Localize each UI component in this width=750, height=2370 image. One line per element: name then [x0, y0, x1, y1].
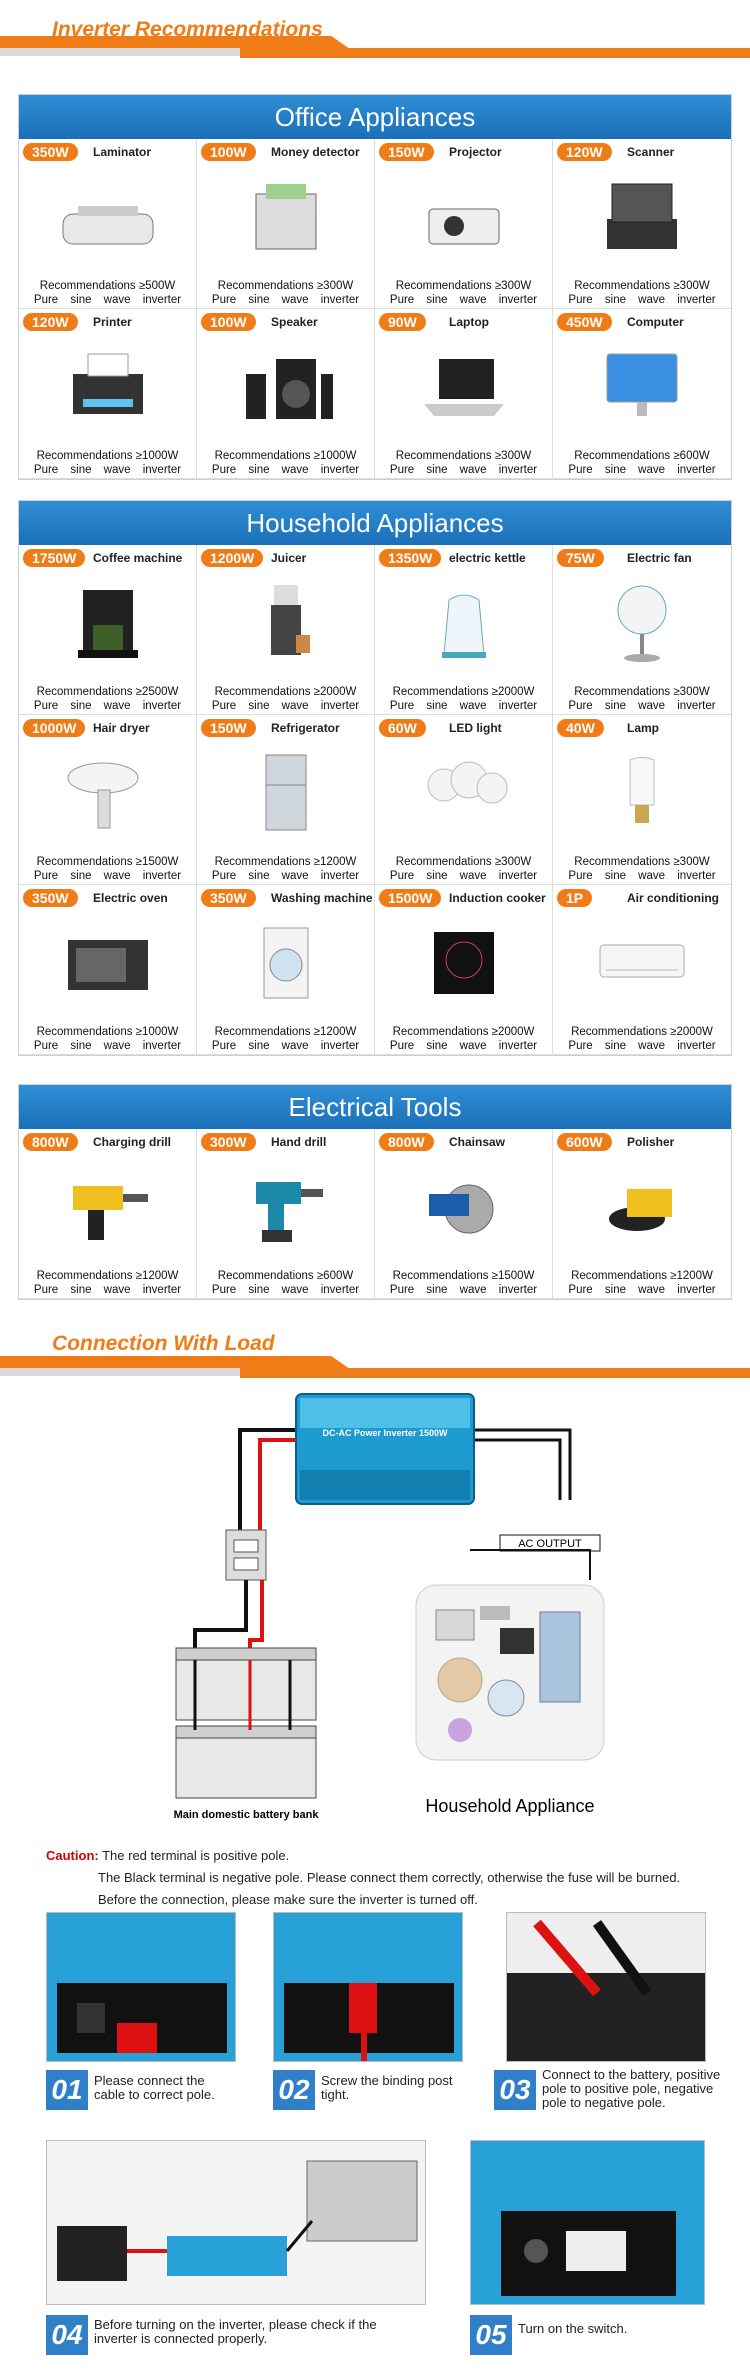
- wattage-badge: 1000W: [23, 719, 85, 737]
- connection-diagram: [0, 1380, 750, 1850]
- recommendation-text: Recommendations ≥300W: [217, 280, 354, 292]
- inverter-type-text: Pure sine wave inverter: [389, 1284, 538, 1296]
- office-card: [375, 139, 553, 309]
- projector-icon: [395, 169, 532, 261]
- recommendation-text: Recommendations ≥1200W: [571, 1270, 713, 1282]
- induction-cooker-icon: [395, 915, 532, 1007]
- wattage-badge: 350W: [201, 889, 256, 907]
- wattage-badge: 300W: [201, 1133, 256, 1151]
- recommendation-text: Recommendations ≥300W: [395, 280, 532, 292]
- wattage-badge: 350W: [23, 143, 78, 161]
- recommendation-text: Recommendations ≥1000W: [36, 450, 179, 462]
- step-1-number: 01: [46, 2070, 88, 2110]
- appliance-name: Charging drill: [93, 1135, 171, 1149]
- inverter-type-text: Pure sine wave inverter: [211, 700, 360, 712]
- appliance-name: electric kettle: [449, 551, 526, 565]
- step-5-number: 05: [470, 2315, 512, 2355]
- inverter-type-text: Pure sine wave inverter: [568, 294, 716, 306]
- office-card: [553, 309, 731, 479]
- wattage-badge: 75W: [557, 549, 604, 567]
- appliance-name: Juicer: [271, 551, 307, 565]
- step-5-text: Turn on the switch.: [518, 2321, 628, 2336]
- appliance-name: Refrigerator: [271, 721, 340, 735]
- inverter-type-text: Pure sine wave inverter: [33, 1040, 182, 1052]
- recommendation-text: Recommendations ≥1000W: [214, 450, 357, 462]
- step-5-photo: [470, 2140, 705, 2305]
- speaker-icon: [217, 339, 354, 431]
- washing-machine-icon: [217, 915, 354, 1007]
- inverter-type-text: Pure sine wave inverter: [211, 1040, 360, 1052]
- tools-card: [19, 1129, 197, 1299]
- saw-icon: [395, 1159, 532, 1251]
- appliance-name: Air conditioning: [627, 891, 719, 905]
- inverter-type-text: Pure sine wave inverter: [33, 294, 182, 306]
- office-card: [375, 309, 553, 479]
- office-card: [553, 139, 731, 309]
- inverter-label: DC-AC Power Inverter 1500W: [322, 1428, 448, 1438]
- appliance-name: Coffee machine: [93, 551, 183, 565]
- household-panel: [18, 500, 732, 1056]
- office-card: [19, 309, 197, 479]
- wattage-badge: 100W: [201, 313, 256, 331]
- recommendation-text: Recommendations ≥1000W: [36, 1026, 179, 1038]
- inverter-type-text: Pure sine wave inverter: [389, 294, 538, 306]
- appliance-name: Polisher: [627, 1135, 675, 1149]
- battery-bank-icon: [176, 1648, 316, 1798]
- appliance-name: Speaker: [271, 315, 318, 329]
- inverter-type-text: Pure sine wave inverter: [568, 870, 716, 882]
- recommend-title: Inverter Recommendations: [52, 18, 323, 41]
- household-card: [19, 885, 197, 1055]
- step-3-photo: [506, 1912, 706, 2062]
- appliance-name: Laptop: [449, 315, 489, 329]
- computer-icon: [573, 339, 711, 431]
- recommendation-text: Recommendations ≥1200W: [214, 1026, 357, 1038]
- appliance-name: Laminator: [93, 145, 152, 159]
- lamp-icon: [573, 745, 711, 837]
- printer-icon: [39, 339, 176, 431]
- office-panel: [18, 94, 732, 480]
- recommendation-text: Recommendations ≥1500W: [392, 1270, 535, 1282]
- recommendation-text: Recommendations ≥600W: [574, 450, 710, 462]
- recommendation-text: Recommendations ≥300W: [395, 856, 532, 868]
- tools-card: [553, 1129, 731, 1299]
- appliance-name: Hair dryer: [93, 721, 150, 735]
- step-2-number: 02: [273, 2070, 315, 2110]
- wattage-badge: 1500W: [379, 889, 441, 907]
- wattage-badge: 1P: [557, 889, 592, 907]
- appliance-name: Printer: [93, 315, 132, 329]
- household-label: Household Appliance: [425, 1796, 595, 1816]
- wattage-badge: 150W: [379, 143, 434, 161]
- ac-output-label: AC OUTPUT: [518, 1538, 582, 1550]
- recommendation-text: Recommendations ≥2500W: [36, 686, 179, 698]
- appliance-name: Electric oven: [93, 891, 168, 905]
- appliance-name: Induction cooker: [449, 891, 546, 905]
- wattage-badge: 90W: [379, 313, 426, 331]
- caution-block: [46, 1845, 680, 1911]
- recommendation-text: Recommendations ≥1200W: [36, 1270, 179, 1282]
- wattage-badge: 1200W: [201, 549, 263, 567]
- kettle-icon: [395, 575, 532, 667]
- appliance-name: Washing machine: [271, 891, 373, 905]
- appliance-name: LED light: [449, 721, 502, 735]
- household-card: [375, 885, 553, 1055]
- connection-title: Connection With Load: [52, 1332, 275, 1355]
- recommendation-text: Recommendations ≥300W: [574, 280, 710, 292]
- appliance-name: Lamp: [627, 721, 660, 735]
- step-2-photo: [273, 1912, 463, 2062]
- hand-drill-icon: [217, 1159, 354, 1251]
- appliance-name: Electric fan: [627, 551, 692, 565]
- drill-icon: [39, 1159, 176, 1251]
- laminator-icon: [39, 169, 176, 261]
- recommendation-text: Recommendations ≥600W: [217, 1270, 354, 1282]
- wattage-badge: 120W: [23, 313, 78, 331]
- caution-line2: The Black terminal is negative pole. Please connect them correctly, otherwise the fuse will be burned.: [98, 1870, 681, 1885]
- scanner-icon: [573, 169, 711, 261]
- wattage-badge: 60W: [379, 719, 426, 737]
- inverter-type-text: Pure sine wave inverter: [211, 1284, 360, 1296]
- step-3-number: 03: [494, 2070, 536, 2110]
- household-card: [553, 715, 731, 885]
- wattage-badge: 450W: [557, 313, 612, 331]
- inverter-type-text: Pure sine wave inverter: [389, 464, 538, 476]
- inverter-type-text: Pure sine wave inverter: [211, 464, 360, 476]
- office-card: [197, 139, 375, 309]
- step-1: [46, 1912, 236, 2112]
- household-card: [19, 715, 197, 885]
- appliance-name: Money detector: [271, 145, 360, 159]
- recommendation-text: Recommendations ≥2000W: [214, 686, 357, 698]
- coffee-machine-icon: [39, 575, 176, 667]
- money-detector-icon: [217, 169, 354, 261]
- wattage-badge: 1750W: [23, 549, 85, 567]
- household-card: [19, 545, 197, 715]
- step-5: [470, 2140, 710, 2360]
- recommendation-text: Recommendations ≥2000W: [392, 1026, 535, 1038]
- appliance-name: Scanner: [627, 145, 675, 159]
- household-title: Household Appliances: [19, 501, 731, 545]
- step-2-text: Screw the binding post tight.: [321, 2073, 453, 2102]
- recommendation-text: Recommendations ≥2000W: [571, 1026, 713, 1038]
- appliance-name: Hand drill: [271, 1135, 327, 1149]
- recommendation-text: Recommendations ≥1500W: [36, 856, 179, 868]
- inverter-type-text: Pure sine wave inverter: [568, 1040, 716, 1052]
- polisher-icon: [573, 1159, 711, 1251]
- inverter-type-text: Pure sine wave inverter: [389, 1040, 538, 1052]
- recommendation-text: Recommendations ≥300W: [574, 856, 710, 868]
- tools-panel: [18, 1084, 732, 1300]
- inverter-type-text: Pure sine wave inverter: [211, 870, 360, 882]
- wattage-badge: 600W: [557, 1133, 612, 1151]
- household-card: [197, 545, 375, 715]
- inverter-type-text: Pure sine wave inverter: [33, 700, 182, 712]
- refrigerator-icon: [217, 745, 354, 837]
- appliance-name: Projector: [449, 145, 502, 159]
- step-3: [494, 1912, 734, 2112]
- caution-line3: Before the connection, please make sure the inverter is turned off.: [98, 1892, 478, 1907]
- wattage-badge: 350W: [23, 889, 78, 907]
- juicer-icon: [217, 575, 354, 667]
- inverter-type-text: Pure sine wave inverter: [389, 870, 538, 882]
- step-4-photo: [46, 2140, 426, 2305]
- battery-label: Main domestic battery bank: [173, 1809, 319, 1821]
- hair-dryer-icon: [39, 745, 176, 837]
- recommendation-text: Recommendations ≥300W: [395, 450, 532, 462]
- inverter-type-text: Pure sine wave inverter: [568, 464, 716, 476]
- office-card: [197, 309, 375, 479]
- wattage-badge: 800W: [379, 1133, 434, 1151]
- recommend-header: [0, 0, 750, 80]
- household-card: [375, 545, 553, 715]
- wattage-badge: 1350W: [379, 549, 441, 567]
- air-conditioner-icon: [573, 915, 711, 1007]
- inverter-type-text: Pure sine wave inverter: [33, 1284, 182, 1296]
- office-title: Office Appliances: [19, 95, 731, 139]
- recommendation-text: Recommendations ≥300W: [574, 686, 710, 698]
- wattage-badge: 40W: [557, 719, 604, 737]
- inverter-type-text: Pure sine wave inverter: [568, 1284, 716, 1296]
- step-2: [273, 1912, 463, 2112]
- step-4-text: Before turning on the inverter, please check if the inverter is connected properly.: [94, 2317, 377, 2346]
- wattage-badge: 120W: [557, 143, 612, 161]
- recommendation-text: Recommendations ≥500W: [39, 280, 176, 292]
- step-3-text: Connect to the battery, positive pole to positive pole, negative pole to negative pole.: [542, 2067, 721, 2110]
- inverter-type-text: Pure sine wave inverter: [211, 294, 360, 306]
- household-card: [197, 715, 375, 885]
- household-card: [553, 885, 731, 1055]
- inverter-type-text: Pure sine wave inverter: [568, 700, 716, 712]
- office-card: [19, 139, 197, 309]
- wattage-badge: 150W: [201, 719, 256, 737]
- step-4-number: 04: [46, 2315, 88, 2355]
- household-card: [553, 545, 731, 715]
- tools-card: [375, 1129, 553, 1299]
- step-1-photo: [46, 1912, 236, 2062]
- step-4: [46, 2140, 426, 2360]
- caution-line1: The red terminal is positive pole.: [102, 1848, 290, 1863]
- fan-icon: [573, 575, 711, 667]
- inverter-type-text: Pure sine wave inverter: [33, 870, 182, 882]
- recommendation-text: Recommendations ≥1200W: [214, 856, 357, 868]
- inverter-type-text: Pure sine wave inverter: [389, 700, 538, 712]
- recommendation-text: Recommendations ≥2000W: [392, 686, 535, 698]
- inverter-type-text: Pure sine wave inverter: [33, 464, 182, 476]
- wattage-badge: 800W: [23, 1133, 78, 1151]
- tools-card: [197, 1129, 375, 1299]
- household-appliances-icon: [416, 1585, 604, 1760]
- led-bulb-icon: [395, 745, 532, 837]
- household-card: [197, 885, 375, 1055]
- tools-title: Electrical Tools: [19, 1085, 731, 1129]
- caution-label: Caution:: [46, 1848, 99, 1863]
- household-card: [375, 715, 553, 885]
- appliance-name: Chainsaw: [449, 1135, 506, 1149]
- appliance-name: Computer: [627, 315, 684, 329]
- laptop-icon: [395, 339, 532, 431]
- step-1-text: Please connect the cable to correct pole.: [94, 2073, 215, 2102]
- oven-icon: [39, 915, 176, 1007]
- wattage-badge: 100W: [201, 143, 256, 161]
